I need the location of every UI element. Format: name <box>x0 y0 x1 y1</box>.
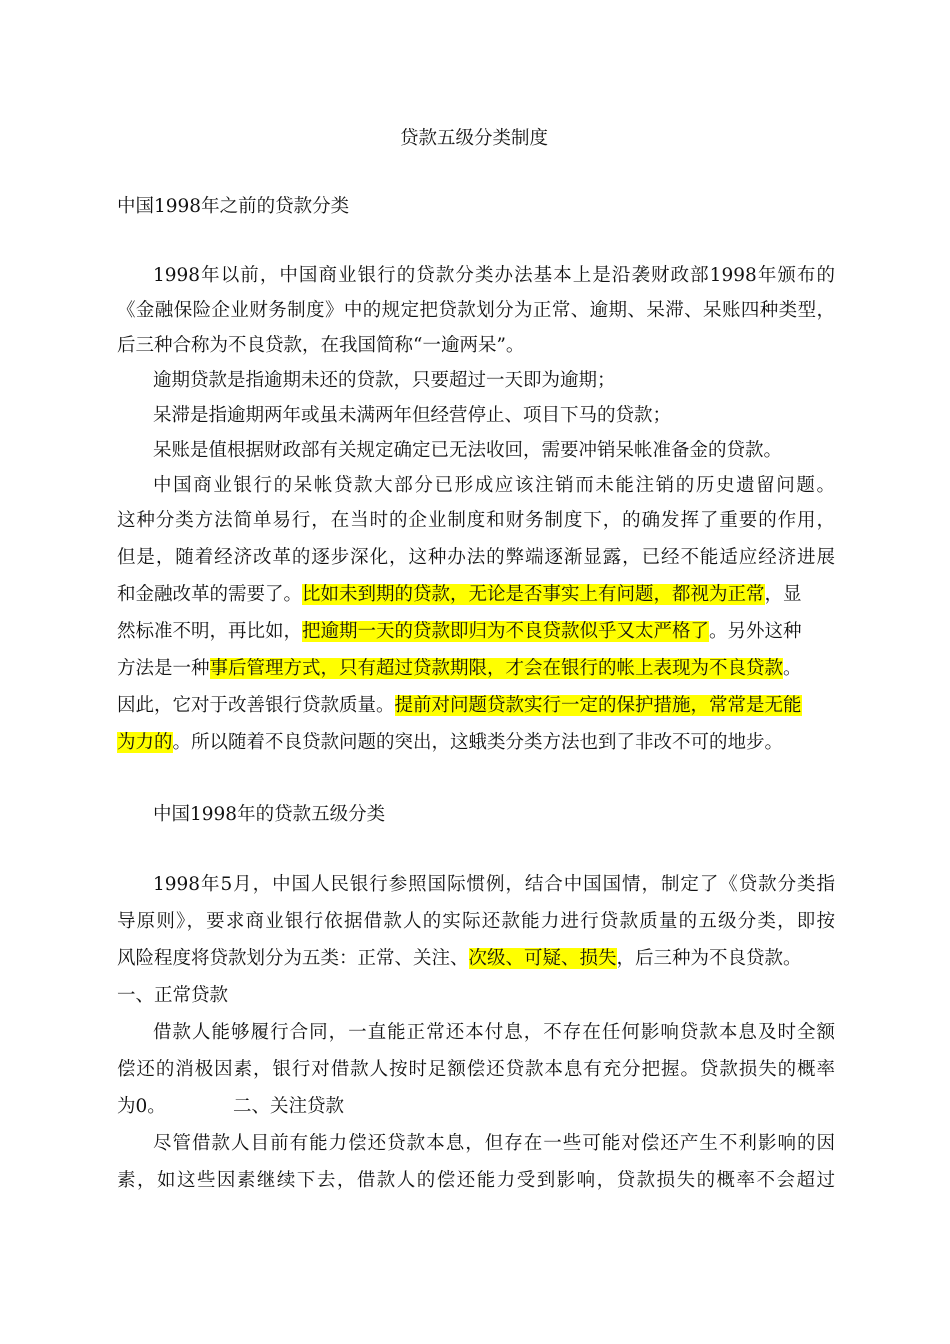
definition-overdue: 逾期贷款是指逾期未还的贷款，只要超过一天即为逾期； <box>153 370 616 391</box>
highlighted-text: 比如未到期的贷款，无论是否事实上有问题，都视为正常 <box>302 584 765 605</box>
plain-text: 风险程度将贷款划分为五类：正常、关注、 <box>117 948 469 969</box>
paragraph-line: 偿还的消极因素，银行对借款人按时足额偿还贷款本息有充分把握。贷款损失的概率 <box>117 1059 835 1080</box>
plain-text: 和金融改革的需要了。 <box>117 584 303 605</box>
paragraph-line <box>117 946 802 972</box>
paragraph-line <box>117 619 802 645</box>
paragraph-line: 1998年以前，中国商业银行的贷款分类办法基本上是沿袭财政部1998年颁布的 <box>153 265 835 286</box>
paragraph-line: 但是，随着经济改革的逐步深化，这种办法的弊端逐渐显露，已经不能适应经济进展 <box>117 547 835 568</box>
plain-text: 然标准不明，再比如， <box>117 621 303 642</box>
plain-text: 方法是一种 <box>117 658 210 679</box>
definition-idle: 呆滞是指逾期两年或虽未满两年但经营停止、项目下马的贷款； <box>153 405 672 426</box>
paragraph-line: 中国商业银行的呆帐贷款大部分已形成应该注销而未能注销的历史遗留问题。 <box>153 475 835 496</box>
document-title: 贷款五级分类制度 <box>400 128 549 149</box>
paragraph-line: 《金融保险企业财务制度》中的规定把贷款划分为正常、逾期、呆滞、呆账四种类型， <box>117 300 835 321</box>
highlighted-text: 事后管理方式，只有超过贷款期限，才会在银行的帐上表现为不良贷款 <box>209 658 784 679</box>
plain-text: 因此，它对于改善银行贷款质量。 <box>117 695 395 716</box>
section-heading-1998: 中国1998年的贷款五级分类 <box>153 804 386 825</box>
plain-text: ，后三种为不良贷款。 <box>616 948 802 969</box>
definition-bad-debt: 呆账是值根据财政部有关规定确定已无法收回，需要冲销呆帐准备金的贷款。 <box>153 440 783 461</box>
paragraph-line: 素，如这些因素继续下去，借款人的偿还能力受到影响，贷款损失的概率不会超过 <box>117 1170 835 1191</box>
paragraph-line: 尽管借款人目前有能力偿还贷款本息，但存在一些可能对偿还产生不利影响的因 <box>153 1133 835 1154</box>
paragraph-line <box>117 693 802 719</box>
normal-loan-heading: 一、正常贷款 <box>117 985 229 1006</box>
section-heading-pre-1998: 中国1998年之前的贷款分类 <box>117 196 350 217</box>
paragraph-line: 后三种合称为不良贷款，在我国简称“一逾两呆”。 <box>117 335 525 356</box>
highlighted-text: 把逾期一天的贷款即归为不良贷款似乎又太严格了 <box>302 621 710 642</box>
paragraph-line: 借款人能够履行合同，一直能正常还本付息，不存在任何影响贷款本息及时全额 <box>153 1022 835 1043</box>
paragraph-line: 1998年5月，中国人民银行参照国际惯例，结合中国国情，制定了《贷款分类指 <box>153 874 835 895</box>
plain-text: 。 <box>783 658 802 679</box>
plain-text: 。所以随着不良贷款问题的突出，这蛾类分类方法也到了非改不可的地步。 <box>172 732 784 753</box>
paragraph-line: 这种分类方法简单易行，在当时的企业制度和财务制度下，的确发挥了重要的作用， <box>117 510 835 531</box>
attention-loan-heading: 二、关注贷款 <box>233 1096 345 1117</box>
plain-text: 。另外这种 <box>709 621 802 642</box>
highlighted-text: 提前对问题贷款实行一定的保护措施，常常是无能 <box>394 695 802 716</box>
paragraph-line: 为0。 <box>117 1096 166 1117</box>
paragraph-line <box>117 656 802 682</box>
highlighted-text: 为力的 <box>117 732 173 753</box>
paragraph-line <box>117 730 783 756</box>
paragraph-line: 导原则》，要求商业银行依据借款人的实际还款能力进行贷款质量的五级分类，即按 <box>117 911 835 932</box>
plain-text: ，显 <box>764 584 802 605</box>
highlighted-text: 次级、可疑、损失 <box>468 948 617 969</box>
paragraph-line <box>117 582 802 608</box>
